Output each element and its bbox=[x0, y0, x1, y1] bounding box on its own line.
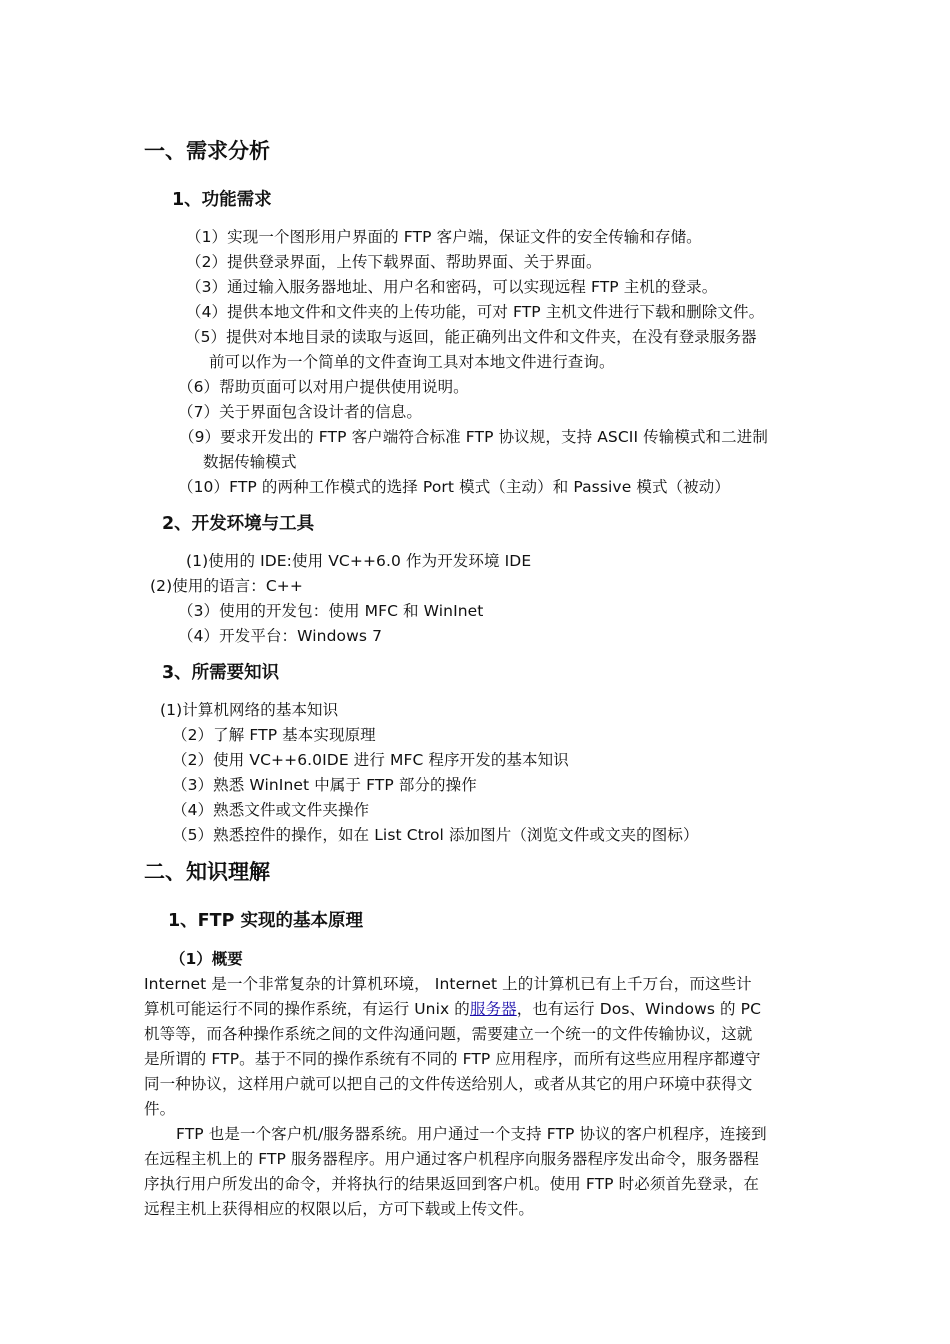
list-item: （3）通过输入服务器地址、用户名和密码，可以实现远程 FTP 主机的登录。 bbox=[186, 278, 718, 296]
paragraph-line bbox=[144, 998, 761, 1020]
paragraph-line: 件。 bbox=[144, 1100, 176, 1118]
list-item: （7）关于界面包含设计者的信息。 bbox=[178, 403, 422, 421]
list-item: （2）提供登录界面，上传下载界面、帮助界面、关于界面。 bbox=[186, 253, 602, 271]
section-heading-knowledge: 二、知识理解 bbox=[144, 860, 270, 884]
paragraph-line: 是所谓的 FTP。基于不同的操作系统有不同的 FTP 应用程序，而所有这些应用程序都遵守 bbox=[144, 1050, 761, 1068]
list-item: （2）使用 VC++6.0IDE 进行 MFC 程序开发的基本知识 bbox=[172, 751, 569, 769]
section-heading-requirements: 一、需求分析 bbox=[144, 139, 270, 163]
overview-heading: （1）概要 bbox=[170, 950, 243, 968]
subheading-functional-requirements: 1、功能需求 bbox=[172, 190, 272, 210]
paragraph-line: 机等等，而各种操作系统之间的文件沟通问题，需要建立一个统一的文件传输协议，这就 bbox=[144, 1025, 753, 1043]
paragraph-text: ，也有运行 Dos、Windows 的 PC bbox=[516, 1000, 762, 1018]
paragraph-line: 同一种协议，这样用户就可以把自己的文件传送给别人，或者从其它的用户环境中获得文 bbox=[144, 1075, 753, 1093]
list-item: （4）熟悉文件或文件夹操作 bbox=[172, 801, 370, 819]
list-item: （2）了解 FTP 基本实现原理 bbox=[172, 726, 376, 744]
list-item: （5）熟悉控件的操作，如在 List Ctrol 添加图片（浏览文件或文夹的图标） bbox=[172, 826, 699, 844]
list-item: （10）FTP 的两种工作模式的选择 Port 模式（主动）和 Passive 模式（被动） bbox=[178, 478, 730, 496]
paragraph-line: 在远程主机上的 FTP 服务器程序。用户通过客户机程序向服务器程序发出命令，服务器程 bbox=[144, 1150, 760, 1168]
list-item: （9）要求开发出的 FTP 客户端符合标准 FTP 协议规，支持 ASCII 传输模式和二进制 bbox=[179, 428, 768, 446]
list-item: (2)使用的语言：C++ bbox=[150, 577, 303, 595]
paragraph-line: Internet 是一个非常复杂的计算机环境， Internet 上的计算机已有上千万台，而这些计 bbox=[144, 975, 752, 993]
list-item: （3）熟悉 WinInet 中属于 FTP 部分的操作 bbox=[172, 776, 477, 794]
subheading-ftp-principle: 1、FTP 实现的基本原理 bbox=[168, 911, 363, 931]
list-item: （3）使用的开发包：使用 MFC 和 WinInet bbox=[178, 602, 484, 620]
paragraph-line: 远程主机上获得相应的权限以后，方可下载或上传文件。 bbox=[144, 1200, 535, 1218]
list-item: (1)使用的 IDE:使用 VC++6.0 作为开发环境 IDE bbox=[186, 552, 532, 570]
paragraph-line: 序执行用户所发出的命令，并将执行的结果返回到客户机。使用 FTP 时必须首先登录，在 bbox=[144, 1175, 760, 1193]
list-item: （4）提供本地文件和文件夹的上传功能，可对 FTP 主机文件进行下载和删除文件。 bbox=[186, 303, 765, 321]
paragraph-text: 算机可能运行不同的操作系统，有运行 Unix 的 bbox=[144, 1000, 470, 1018]
subheading-required-knowledge: 3、所需要知识 bbox=[162, 663, 280, 683]
list-item-continuation: 前可以作为一个简单的文件查询工具对本地文件进行查询。 bbox=[209, 353, 615, 371]
list-item-continuation: 数据传输模式 bbox=[203, 453, 297, 471]
paragraph-line: FTP 也是一个客户机/服务器系统。用户通过一个支持 FTP 协议的客户机程序，连接到 bbox=[176, 1125, 767, 1143]
list-item: （4）开发平台：Windows 7 bbox=[178, 627, 383, 645]
list-item: （1）实现一个图形用户界面的 FTP 客户端，保证文件的安全传输和存储。 bbox=[186, 228, 702, 246]
list-item: （6）帮助页面可以对用户提供使用说明。 bbox=[178, 378, 469, 396]
server-link[interactable]: 服务器 bbox=[469, 1000, 517, 1018]
subheading-dev-environment: 2、开发环境与工具 bbox=[162, 514, 315, 534]
list-item: （5）提供对本地目录的读取与返回，能正确列出文件和文件夹，在没有登录服务器 bbox=[185, 328, 757, 346]
list-item: (1)计算机网络的基本知识 bbox=[160, 701, 339, 719]
